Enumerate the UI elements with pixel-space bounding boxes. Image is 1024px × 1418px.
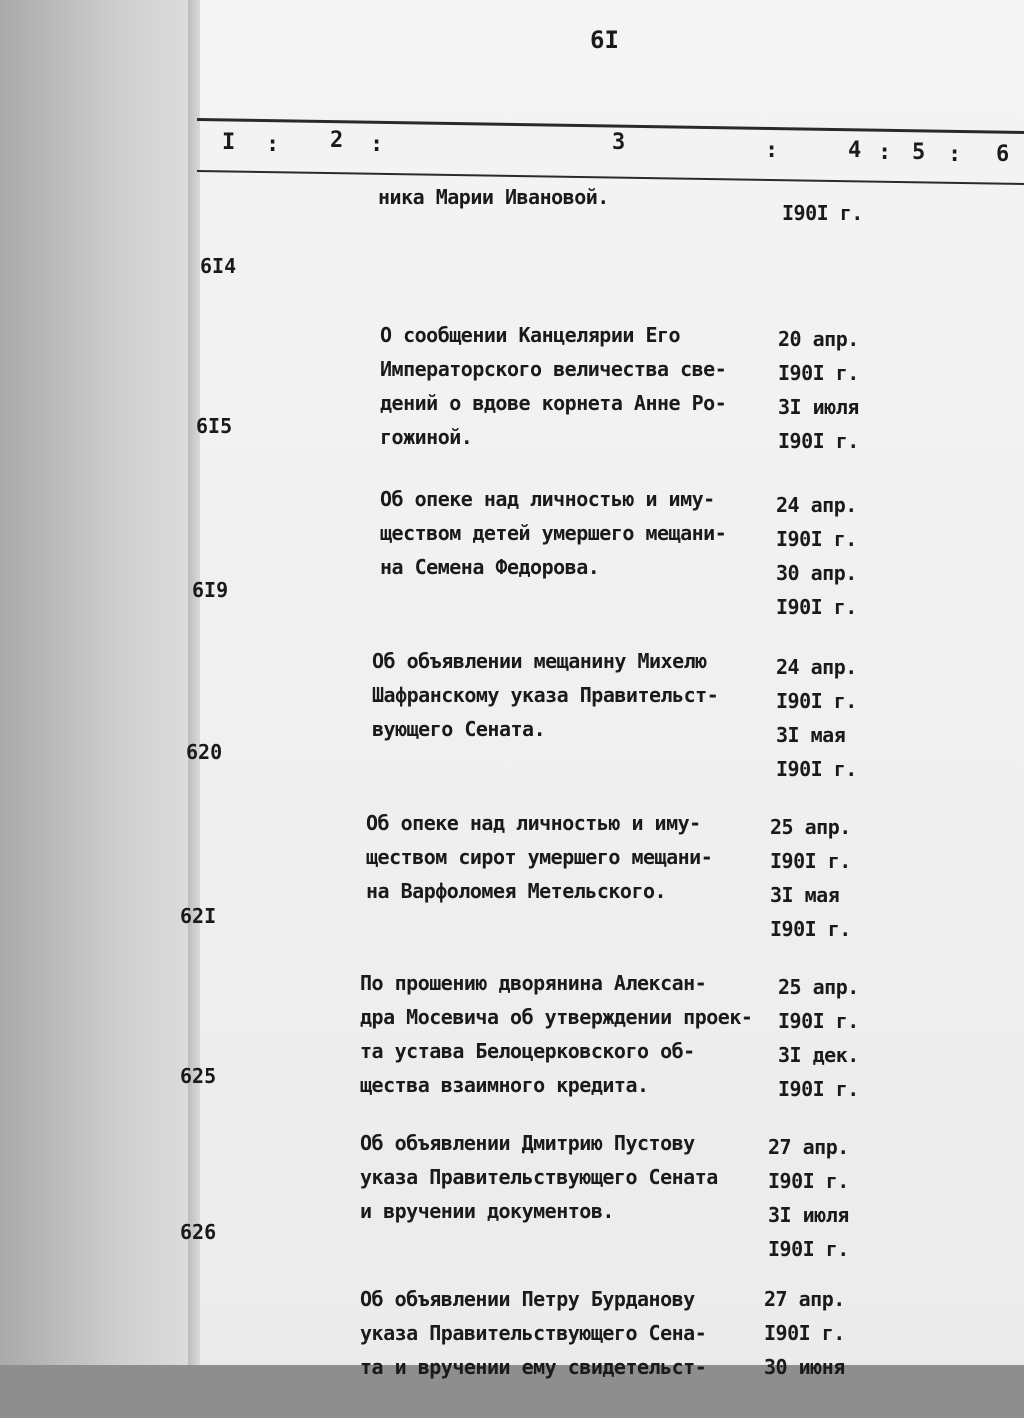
column-header-2: 2 <box>330 128 344 153</box>
entry-number: 6I4 <box>200 254 237 278</box>
entry-date: 25 апр. I90I г. 3I дек. I90I г. <box>778 975 859 1101</box>
entry-text: Об объявлении Петру Бурданову указа Правительствующего Сена- та и вручении ему свидетельст- <box>360 1287 707 1379</box>
column-separator: : <box>765 138 779 163</box>
entry-text: Об опеке над личностью и иму- ществом сирот умершего мещани- на Варфоломея Метельского. <box>366 811 713 903</box>
entry-text: Об объявлении мещанину Михелю Шафранскому указа Правительст- вующего Сената. <box>372 649 719 741</box>
entry-number: 625 <box>180 1064 217 1088</box>
column-separator: : <box>370 132 384 157</box>
column-separator: : <box>266 132 280 157</box>
entry-number: 6I9 <box>192 578 229 602</box>
entry-text: По прошению дворянина Алексан- дра Мосевича об утверждении проек- та устава Белоцерковского об- щества взаимного кредита. <box>360 971 753 1097</box>
column-header-4: 4 <box>848 138 862 163</box>
page-number: 6I <box>590 26 619 54</box>
entry-text: Об опеке над личностью и иму- ществом детей умершего мещани- на Семена Федорова. <box>380 487 727 579</box>
facing-page <box>0 0 200 1365</box>
entry-date: 27 апр. I90I г. 3I июля I90I г. <box>768 1135 849 1261</box>
column-separator: : <box>948 142 962 167</box>
column-header-1: I <box>222 130 236 155</box>
entry-date: 25 апр. I90I г. 3I мая I90I г. <box>770 815 851 941</box>
entry-number: 6I5 <box>196 414 233 438</box>
column-header-5: 5 <box>912 140 926 165</box>
entry-text: ника Марии Ивановой. <box>378 185 609 209</box>
entry-number: 62I <box>180 904 217 928</box>
entry-date: 20 апр. I90I г. 3I июля I90I г. <box>778 327 859 453</box>
entry-date: 24 апр. I90I г. 3I мая I90I г. <box>776 655 857 781</box>
entry-text: Об объявлении Дмитрию Пустову указа Правительствующего Сената и вручении документов. <box>360 1131 718 1223</box>
entry-date: I90I г. <box>782 201 863 225</box>
entry-number: 626 <box>180 1220 217 1244</box>
entry-date: 27 апр. I90I г. 30 июня <box>764 1287 845 1379</box>
entry-number: 620 <box>186 740 223 764</box>
column-header-3: 3 <box>612 130 626 155</box>
column-separator: : <box>878 140 892 165</box>
entry-date: 24 апр. I90I г. 30 апр. I90I г. <box>776 493 857 619</box>
entry-text: О сообщении Канцелярии Его Императорского величества све- дений о вдове корнета Анне Ро- гожиной. <box>380 323 727 449</box>
column-header-6: 6 <box>996 142 1010 167</box>
